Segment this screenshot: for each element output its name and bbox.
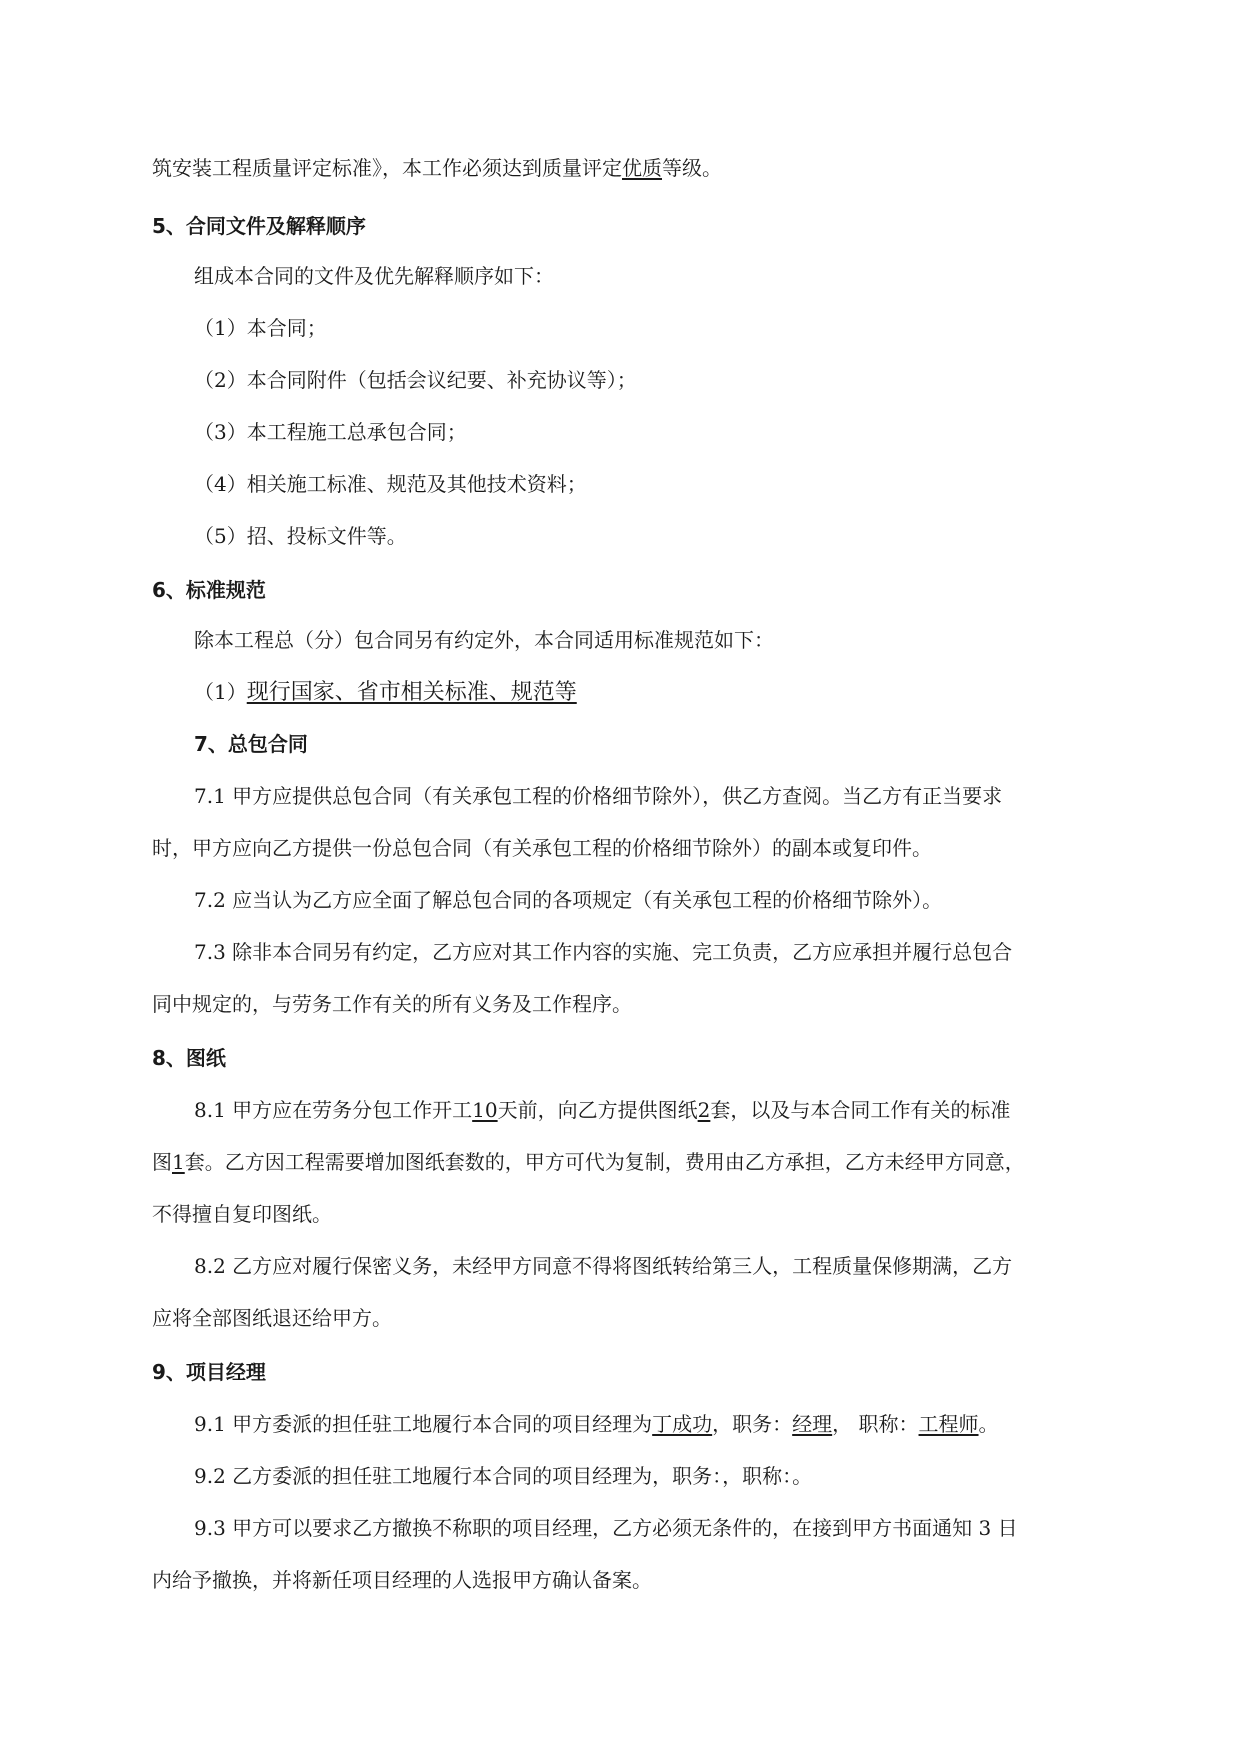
sec8-p1-text-e: 套。乙方因工程需要增加图纸套数的，甲方可代为复制，费用由乙方承担，乙方未经甲方同意， bbox=[184, 1150, 1025, 1174]
sec8-p1-text-a: 8.1 甲方应在劳务分包工作开工 bbox=[194, 1098, 473, 1122]
sec7-p3-line1: 7.3 除非本合同另有约定，乙方应对其工作内容的实施、完工负责，乙方应承担并履行总包合 bbox=[194, 940, 1013, 964]
sec6-item-1-prefix: （1） bbox=[194, 680, 247, 704]
sec8-p2-line1: 8.2 乙方应对履行保密义务，未经甲方同意不得将图纸转给第三人，工程质量保修期满，乙方 bbox=[194, 1254, 1013, 1278]
sec9-p2: 9.2 乙方委派的担任驻工地履行本合同的项目经理为，职务：，职称：。 bbox=[194, 1464, 813, 1488]
sec8-p1-text-c: 套，以及与本合同工作有关的标准 bbox=[710, 1098, 1011, 1122]
sec9-p3-line2: 内给予撤换，并将新任项目经理的人选报甲方确认备案。 bbox=[152, 1568, 652, 1592]
sec5-item-5: （5）招、投标文件等。 bbox=[194, 524, 407, 548]
sec7-p3-line2: 同中规定的，与劳务工作有关的所有义务及工作程序。 bbox=[152, 992, 632, 1016]
sec4-text-b: 等级。 bbox=[662, 156, 722, 180]
pm-name: 丁成功 bbox=[652, 1412, 713, 1436]
sec9-p3-line1: 9.3 甲方可以要求乙方撤换不称职的项目经理，乙方必须无条件的，在接到甲方书面通知 3 日 bbox=[194, 1516, 1018, 1540]
section-7-heading: 7、总包合同 bbox=[194, 732, 308, 756]
sec8-p1-text-d: 图 bbox=[152, 1150, 172, 1174]
sec5-item-3: （3）本工程施工总承包合同； bbox=[194, 420, 467, 444]
drawing-lead-days: 10 bbox=[472, 1098, 498, 1122]
section-9-heading: 9、项目经理 bbox=[152, 1360, 266, 1384]
sec6-intro: 除本工程总（分）包合同另有约定外，本合同适用标准规范如下： bbox=[194, 628, 774, 652]
sec9-p1-text-d: 。 bbox=[978, 1412, 999, 1436]
section-8-heading: 8、图纸 bbox=[152, 1046, 226, 1070]
pm-title: 工程师 bbox=[918, 1412, 979, 1436]
quality-grade: 优质 bbox=[622, 156, 662, 180]
sec8-p1-line2 bbox=[152, 1148, 1025, 1176]
sec7-p1-line1: 7.1 甲方应提供总包合同（有关承包工程的价格细节除外），供乙方查阅。当乙方有正当要求 bbox=[194, 784, 1003, 808]
sec9-p1 bbox=[194, 1410, 999, 1438]
sec5-item-1: （1）本合同； bbox=[194, 316, 327, 340]
sec8-p2-line2: 应将全部图纸退还给甲方。 bbox=[152, 1306, 392, 1330]
sec5-item-4: （4）相关施工标准、规范及其他技术资料； bbox=[194, 472, 587, 496]
sec9-p1-text-a: 9.1 甲方委派的担任驻工地履行本合同的项目经理为 bbox=[194, 1412, 653, 1436]
sec5-intro: 组成本合同的文件及优先解释顺序如下： bbox=[194, 264, 554, 288]
sec6-item-1 bbox=[194, 678, 577, 707]
section-6-heading: 6、标准规范 bbox=[152, 578, 266, 602]
sec6-item-1-text: 现行国家、省市相关标准、规范等 bbox=[246, 680, 577, 705]
sec8-p1-line1 bbox=[194, 1096, 1010, 1124]
standard-drawing-sets: 1 bbox=[172, 1150, 185, 1174]
sec7-p1-line2: 时，甲方应向乙方提供一份总包合同（有关承包工程的价格细节除外）的副本或复印件。 bbox=[152, 836, 932, 860]
drawing-sets: 2 bbox=[697, 1098, 711, 1122]
sec8-p1-line3: 不得擅自复印图纸。 bbox=[152, 1202, 332, 1226]
sec7-p2: 7.2 应当认为乙方应全面了解总包合同的各项规定（有关承包工程的价格细节除外）。 bbox=[194, 888, 943, 912]
sec4-line bbox=[152, 154, 722, 182]
sec8-p1-text-b: 天前，向乙方提供图纸 bbox=[497, 1098, 698, 1122]
sec4-text-a: 筑安装工程质量评定标准》，本工作必须达到质量评定 bbox=[152, 156, 622, 180]
section-5-heading: 5、合同文件及解释顺序 bbox=[152, 214, 366, 238]
sec9-p1-text-c: ， 职称： bbox=[832, 1412, 919, 1436]
sec5-item-2: （2）本合同附件（包括会议纪要、补充协议等）； bbox=[194, 368, 637, 392]
sec9-p1-text-b: ，职务： bbox=[712, 1412, 793, 1436]
pm-position: 经理 bbox=[792, 1412, 833, 1436]
